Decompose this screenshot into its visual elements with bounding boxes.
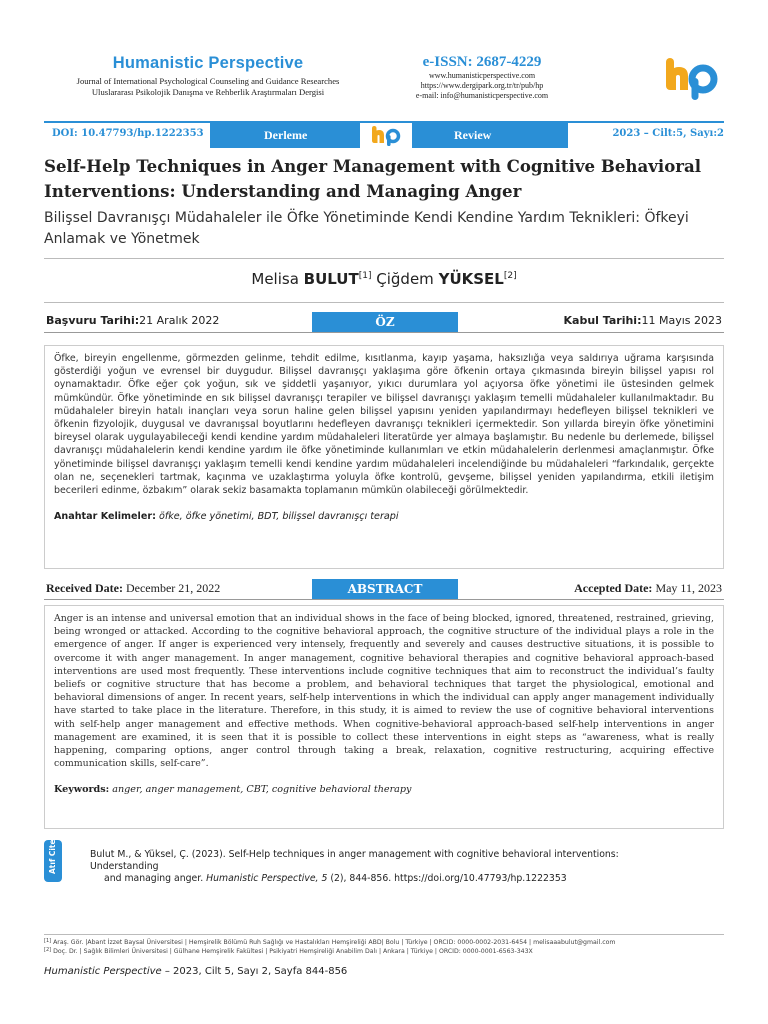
article-type-band bbox=[44, 122, 724, 148]
abstract-tr: Öfke, bireyin engellenme, görmezden gelinme, tehdit edilme, kısıtlanma, kayıp yaşama, haksızlığa veya saldırıya uğrama karşısında gösterdiği yoğun ve evrensel bir duygudur. Bilişsel davranışçı yaklaşıma göre öfkenin ortaya çıkmasında bireyin bilişsel yapısı rol oynamaktadır. Öfke eğer çok yoğun, sık ve şiddetli yaşanıyor, yıkıcı durumlara yol açıyorsa öfke yönetimi ile üstesinden gelmek mümkündür. Öfke yönetiminde en sık bilişsel davranışçı terapiler ve bilişsel davranışçı yaklaşım temelli müdahaleler kullanılmaktadır. Bu müdahaleler bireyin hatalı inançları veya sorun haline gelen bilişsel yapısını yeniden yapılandırmayı hedefleyen bilişsel teknikleri ve öfkenin fizyolojik, duygusal ve davranışsal boyutlarını hedefleyen davranışçı teknikleri içermektedir. Son yıllarda bireyin öfke yönetimini bireysel olarak uygulayabileceği kendi kendine yardım müdahaleleri literatürde yer almaya başlamıştır. Bu nedenle bu derlemede, bilişsel davranışçı müdahalelerin kendi kendine yardım ile öfke yönetiminde kullanımları ve etkin müdahalelerin derlenmesi amaçlanmıştır. Öfke yönetiminde bilişsel davranışçı yaklaşım temelli kendi kendine yardım müdahaleleri incelendiğinde bu müdahaleleri “farkındalık, gerçekte olan ne, seçenekleri tartmak, kaçınma ve uzaklaştırma yoluyla öfke kontrolü, gevşeme, bilişsel yeniden yapılandırma, etkili iletişim becerileri edinme, özbakım” olarak sekiz basamakta toplamanın mümkün olabileceği görülmektedir. bbox=[54, 353, 714, 497]
dergipark-link[interactable]: https://www.dergipark.org.tr/tr/pub/hp bbox=[420, 81, 544, 90]
journal-subtitle-tr: Uluslararası Psikolojik Danışma ve Rehberlik Araştırmaları Dergisi bbox=[91, 87, 325, 97]
keywords-en: Keywords: anger, anger management, CBT, cognitive behavioral therapy bbox=[54, 784, 412, 796]
journal-brand: Humanistic Perspective bbox=[112, 54, 304, 72]
hp-logo bbox=[660, 56, 720, 100]
oz-heading: ÖZ bbox=[312, 312, 458, 332]
footnote-separator bbox=[44, 934, 724, 935]
author-separator bbox=[44, 302, 724, 303]
article-title-tr: Bilişsel Davranışçı Müdahaleler ile Öfke Yönetiminde Kendi Kendine Yardım Teknikleri: Öfkeyi Anlamak ve Yönetmek bbox=[44, 210, 689, 247]
author1-ref[interactable]: [1] bbox=[358, 271, 372, 281]
keywords-tr: Anahtar Kelimeler: öfke, öfke yönetimi, BDT, bilişsel davranışçı terapi bbox=[54, 511, 399, 523]
author2-ref[interactable]: [2] bbox=[503, 271, 517, 281]
en-row-rule bbox=[44, 599, 724, 600]
accepted-date-en: Accepted Date: May 11, 2023 bbox=[574, 581, 722, 595]
abstract-en-box bbox=[44, 605, 724, 829]
citation-block bbox=[44, 840, 724, 882]
email-link[interactable]: e-mail: info@humanisticperspective.com bbox=[415, 91, 549, 100]
title-separator bbox=[44, 258, 724, 259]
cite-tab bbox=[44, 840, 62, 882]
received-date: Received Date: December 21, 2022 bbox=[46, 581, 221, 595]
website-link[interactable]: www.humanisticperspective.com bbox=[428, 71, 536, 80]
article-title-en: Self-Help Techniques in Anger Management with Cognitive Behavioral Interventions: Understanding and Managing Anger bbox=[44, 156, 702, 201]
accepted-date-tr: Kabul Tarihi:11 Mayıs 2023 bbox=[563, 314, 722, 327]
author1-given: Melisa bbox=[251, 270, 299, 288]
tr-date-row bbox=[44, 312, 724, 332]
journal-subtitle-en: Journal of International Psychological Counseling and Guidance Researches bbox=[76, 76, 340, 86]
journal-contact bbox=[392, 54, 572, 101]
author2-surname: YÜKSEL bbox=[438, 270, 504, 288]
article-type-en: Review bbox=[454, 128, 492, 142]
hp-logo-small bbox=[366, 124, 406, 146]
tr-row-rule bbox=[44, 332, 724, 333]
footnote-2: [2] Doç. Dr. | Sağlık Bilimleri Üniversitesi | Gülhane Hemşirelik Fakültesi | Psikiyatri Hemşireliği Anabilim Dalı | Ankara | Türkiye | ORCID: 0000-0001-6563-343X bbox=[44, 947, 533, 955]
abstract-tr-box bbox=[44, 345, 724, 569]
en-date-row bbox=[44, 579, 724, 599]
article-type-tr: Derleme bbox=[264, 128, 308, 142]
issn: e-ISSN: 2687-4229 bbox=[422, 54, 542, 70]
abstract-en: Anger is an intense and universal emotion that an individual shows in the face of being blocked, ignored, threatened, restrained, grieving, being wronged or attacked. According to the cognitive behavioral approach, the cognitive structure of the individual plays a role in the emergence of anger. If anger is experienced very intensely, frequently and severely and causes destructive situations, it is possible to overcome it with anger management. In anger management, cognitive behavioral therapies and cognitive behavioral approach-based interventions are used most frequently. These interventions include cognitive techniques that aim to reconstruct the individual’s faulty beliefs or cognitive structure that has become a problem, and behavioral techniques that target the physiological, emotional and behavioral dimensions of anger. In recent years, self-help interventions in which the individual can apply anger management individually have started to take place in the literature. Therefore, in this study, it is aimed to review the use of cognitive behavioral interventions with self-help anger management and effective methods. When cognitive-behavioral approach-based self-help interventions in anger management are examined, it is seen that it is possible to collect these interventions in eight steps as “awareness, what is really happening, comparing options, anger control through taking a break, relaxation, cognitive restructuring, acquiring effective communication skills, self-care”. bbox=[54, 613, 714, 770]
submitted-date: Başvuru Tarihi:21 Aralık 2022 bbox=[46, 314, 220, 327]
cite-tab-label: Atıf Cite bbox=[48, 839, 57, 874]
abstract-heading: ABSTRACT bbox=[312, 579, 458, 599]
journal-header bbox=[60, 54, 356, 98]
volume-issue: 2023 – Cilt:5, Sayı:2 bbox=[612, 128, 724, 139]
authors bbox=[0, 270, 768, 288]
doi[interactable]: DOI: 10.47793/hp.1222353 bbox=[52, 128, 204, 139]
author1-surname: BULUT bbox=[303, 270, 359, 288]
footnote-1: [1] Araş. Gör. |Abant İzzet Baysal Üniversitesi | Hemşirelik Bölümü Ruh Sağlığı ve Hastalıkları Hemşireliği ABD| Bolu | Türkiye | ORCID: 0000-0002-2031-6454 | melisaaabulut@gmail.com bbox=[44, 938, 616, 946]
author2-given: Çiğdem bbox=[376, 270, 434, 288]
citation-text: Bulut M., & Yüksel, Ç. (2023). Self-Help techniques in anger management with cognitive behavioral interventions: Understanding and managing anger. Humanistic Perspective, 5 (2), 844-856. https://doi.org/10.47793/hp.1222353 bbox=[90, 849, 619, 884]
page-footer: Humanistic Perspective – 2023, Cilt 5, Sayı 2, Sayfa 844-856 bbox=[44, 966, 348, 977]
